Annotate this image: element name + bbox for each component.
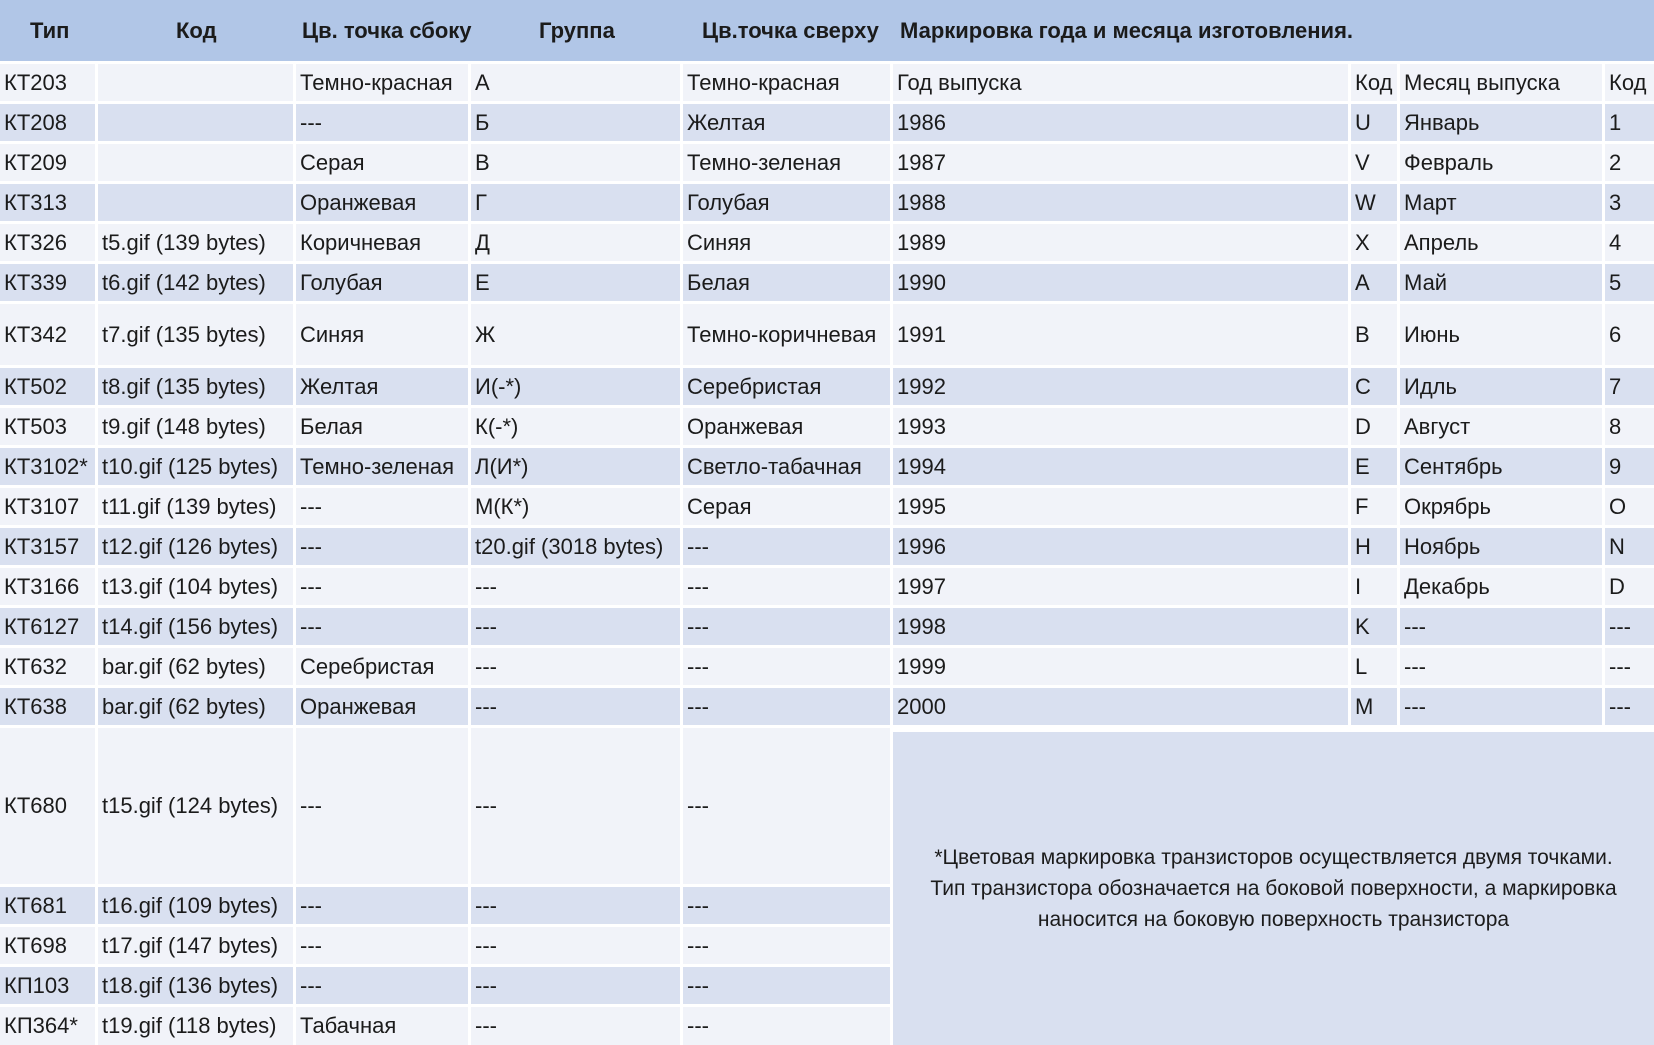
month-cell: --- [1400, 688, 1602, 725]
month-code-cell: 8 [1605, 408, 1654, 445]
side-dot-cell: --- [296, 488, 468, 525]
year-cell: 1992 [893, 368, 1348, 405]
group-cell: Ж [471, 304, 680, 365]
code-cell [98, 144, 293, 181]
type-cell: КТ208 [0, 104, 95, 141]
top-dot-cell: Серая [683, 488, 890, 525]
month-code-cell: --- [1605, 648, 1654, 685]
top-dot-cell: --- [683, 728, 890, 884]
group-cell: В [471, 144, 680, 181]
group-cell: Б [471, 104, 680, 141]
month-code-cell: D [1605, 568, 1654, 605]
top-dot-cell: --- [683, 1007, 890, 1045]
footnote-text: *Цветовая маркировка транзисторов осуществляется двумя точками. Тип транзистора обозначается на боковой поверхности, а маркировка наносится на боковую поверхность транзистора [930, 846, 1617, 931]
top-dot-cell: --- [683, 568, 890, 605]
year-cell: 1998 [893, 608, 1348, 645]
year-code-cell: H [1351, 528, 1397, 565]
top-dot-cell: --- [683, 887, 890, 924]
year-code-cell: A [1351, 264, 1397, 301]
header-side-dot: Цв. точка сбоку [302, 18, 472, 43]
top-dot-cell: Темно-красная [683, 64, 890, 101]
month-code-cell: 3 [1605, 184, 1654, 221]
code-cell: bar.gif (62 bytes) [98, 688, 293, 725]
type-cell: КТ3102* [0, 448, 95, 485]
year-cell: 1996 [893, 528, 1348, 565]
year-code-cell: K [1351, 608, 1397, 645]
type-cell: КТ326 [0, 224, 95, 261]
year-code-cell: X [1351, 224, 1397, 261]
type-cell: КТ698 [0, 927, 95, 964]
top-dot-cell: Оранжевая [683, 408, 890, 445]
year-code-cell: I [1351, 568, 1397, 605]
month-cell: --- [1400, 648, 1602, 685]
top-dot-cell: --- [683, 608, 890, 645]
month-cell: Май [1400, 264, 1602, 301]
code-cell: t10.gif (125 bytes) [98, 448, 293, 485]
month-code-cell: 9 [1605, 448, 1654, 485]
code-cell: t12.gif (126 bytes) [98, 528, 293, 565]
top-dot-cell: Темно-зеленая [683, 144, 890, 181]
group-cell: --- [471, 887, 680, 924]
year-cell: 1999 [893, 648, 1348, 685]
code-cell: t15.gif (124 bytes) [98, 728, 293, 884]
year-cell: 1993 [893, 408, 1348, 445]
year-cell: 1986 [893, 104, 1348, 141]
group-cell: Л(И*) [471, 448, 680, 485]
month-code-cell: 4 [1605, 224, 1654, 261]
month-cell: Март [1400, 184, 1602, 221]
side-dot-cell: --- [296, 728, 468, 884]
year-code-cell: Код [1351, 64, 1397, 101]
group-cell: Д [471, 224, 680, 261]
month-code-cell: N [1605, 528, 1654, 565]
side-dot-cell: Темно-красная [296, 64, 468, 101]
top-dot-cell: Голубая [683, 184, 890, 221]
month-cell: Август [1400, 408, 1602, 445]
group-cell: --- [471, 967, 680, 1004]
group-cell: А [471, 64, 680, 101]
type-cell: КТ339 [0, 264, 95, 301]
code-cell [98, 104, 293, 141]
group-cell: Е [471, 264, 680, 301]
month-cell: Февраль [1400, 144, 1602, 181]
month-cell: Месяц выпуска [1400, 64, 1602, 101]
type-cell: КТ3107 [0, 488, 95, 525]
code-cell [98, 64, 293, 101]
year-cell: Год выпуска [893, 64, 1348, 101]
year-code-cell: C [1351, 368, 1397, 405]
type-cell: КП103 [0, 967, 95, 1004]
side-dot-cell: Оранжевая [296, 688, 468, 725]
month-cell: Сентябрь [1400, 448, 1602, 485]
code-cell: t11.gif (139 bytes) [98, 488, 293, 525]
year-code-cell: E [1351, 448, 1397, 485]
type-cell: КТ6127 [0, 608, 95, 645]
code-cell: t16.gif (109 bytes) [98, 887, 293, 924]
header-group: Группа [539, 18, 615, 43]
group-cell: --- [471, 568, 680, 605]
header-marking: Маркировка года и месяца изготовления. [900, 18, 1354, 43]
year-cell: 1987 [893, 144, 1348, 181]
top-dot-cell: Синяя [683, 224, 890, 261]
type-cell: КТ502 [0, 368, 95, 405]
code-cell: t5.gif (139 bytes) [98, 224, 293, 261]
year-cell: 1988 [893, 184, 1348, 221]
top-dot-cell: Белая [683, 264, 890, 301]
top-dot-cell: --- [683, 648, 890, 685]
month-cell: Июнь [1400, 304, 1602, 365]
month-cell: --- [1400, 608, 1602, 645]
code-cell: t7.gif (135 bytes) [98, 304, 293, 365]
year-code-cell: D [1351, 408, 1397, 445]
type-cell: КТ632 [0, 648, 95, 685]
side-dot-cell: Серая [296, 144, 468, 181]
header-top-dot: Цв.точка сверху [702, 18, 879, 43]
header-type: Тип [30, 18, 70, 43]
side-dot-cell: Белая [296, 408, 468, 445]
side-dot-cell: Желтая [296, 368, 468, 405]
year-code-cell: V [1351, 144, 1397, 181]
group-cell: К(-*) [471, 408, 680, 445]
side-dot-cell: --- [296, 927, 468, 964]
type-cell: КТ209 [0, 144, 95, 181]
side-dot-cell: Табачная [296, 1007, 468, 1045]
group-cell: --- [471, 688, 680, 725]
type-cell: КТ3166 [0, 568, 95, 605]
year-code-cell: L [1351, 648, 1397, 685]
side-dot-cell: --- [296, 104, 468, 141]
top-dot-cell: Желтая [683, 104, 890, 141]
month-code-cell: 6 [1605, 304, 1654, 365]
code-cell: t6.gif (142 bytes) [98, 264, 293, 301]
year-cell: 2000 [893, 688, 1348, 725]
month-cell: Ноябрь [1400, 528, 1602, 565]
code-cell: t14.gif (156 bytes) [98, 608, 293, 645]
year-code-cell: W [1351, 184, 1397, 221]
year-cell: 1989 [893, 224, 1348, 261]
month-code-cell: 7 [1605, 368, 1654, 405]
side-dot-cell: Синяя [296, 304, 468, 365]
side-dot-cell: --- [296, 568, 468, 605]
code-cell: t13.gif (104 bytes) [98, 568, 293, 605]
top-dot-cell: --- [683, 967, 890, 1004]
top-dot-cell: Серебристая [683, 368, 890, 405]
footnote-box [893, 732, 1654, 1045]
type-cell: КТ680 [0, 728, 95, 884]
month-cell: Январь [1400, 104, 1602, 141]
side-dot-cell: Голубая [296, 264, 468, 301]
year-cell: 1994 [893, 448, 1348, 485]
group-cell: t20.gif (3018 bytes) [471, 528, 680, 565]
group-cell: --- [471, 648, 680, 685]
type-cell: КТ681 [0, 887, 95, 924]
year-code-cell: B [1351, 304, 1397, 365]
year-code-cell: M [1351, 688, 1397, 725]
side-dot-cell: --- [296, 887, 468, 924]
month-code-cell: --- [1605, 608, 1654, 645]
group-cell: --- [471, 927, 680, 964]
side-dot-cell: --- [296, 528, 468, 565]
month-code-cell: 1 [1605, 104, 1654, 141]
table-header [0, 0, 1654, 61]
group-cell: --- [471, 728, 680, 884]
group-cell: Г [471, 184, 680, 221]
top-dot-cell: --- [683, 688, 890, 725]
side-dot-cell: Темно-зеленая [296, 448, 468, 485]
month-code-cell: 2 [1605, 144, 1654, 181]
month-cell: Декабрь [1400, 568, 1602, 605]
side-dot-cell: --- [296, 608, 468, 645]
code-cell: t8.gif (135 bytes) [98, 368, 293, 405]
code-cell: bar.gif (62 bytes) [98, 648, 293, 685]
month-cell: Апрель [1400, 224, 1602, 261]
year-code-cell: U [1351, 104, 1397, 141]
year-cell: 1991 [893, 304, 1348, 365]
year-cell: 1997 [893, 568, 1348, 605]
month-cell: Окрябрь [1400, 488, 1602, 525]
code-cell: t18.gif (136 bytes) [98, 967, 293, 1004]
code-cell: t17.gif (147 bytes) [98, 927, 293, 964]
top-dot-cell: Темно-коричневая [683, 304, 890, 365]
type-cell: КТ3157 [0, 528, 95, 565]
type-cell: КТ503 [0, 408, 95, 445]
month-code-cell: Код [1605, 64, 1654, 101]
month-code-cell: O [1605, 488, 1654, 525]
code-cell: t19.gif (118 bytes) [98, 1007, 293, 1045]
group-cell: --- [471, 608, 680, 645]
month-code-cell: --- [1605, 688, 1654, 725]
side-dot-cell: Оранжевая [296, 184, 468, 221]
side-dot-cell: --- [296, 967, 468, 1004]
top-dot-cell: --- [683, 927, 890, 964]
group-cell: М(К*) [471, 488, 680, 525]
type-cell: КТ638 [0, 688, 95, 725]
top-dot-cell: Светло-табачная [683, 448, 890, 485]
side-dot-cell: Коричневая [296, 224, 468, 261]
year-cell: 1990 [893, 264, 1348, 301]
code-cell [98, 184, 293, 221]
top-dot-cell: --- [683, 528, 890, 565]
type-cell: КП364* [0, 1007, 95, 1045]
type-cell: КТ203 [0, 64, 95, 101]
year-cell: 1995 [893, 488, 1348, 525]
year-code-cell: F [1351, 488, 1397, 525]
type-cell: КТ342 [0, 304, 95, 365]
type-cell: КТ313 [0, 184, 95, 221]
group-cell: --- [471, 1007, 680, 1045]
code-cell: t9.gif (148 bytes) [98, 408, 293, 445]
header-code: Код [176, 18, 217, 43]
month-code-cell: 5 [1605, 264, 1654, 301]
group-cell: И(-*) [471, 368, 680, 405]
month-cell: Идль [1400, 368, 1602, 405]
side-dot-cell: Серебристая [296, 648, 468, 685]
